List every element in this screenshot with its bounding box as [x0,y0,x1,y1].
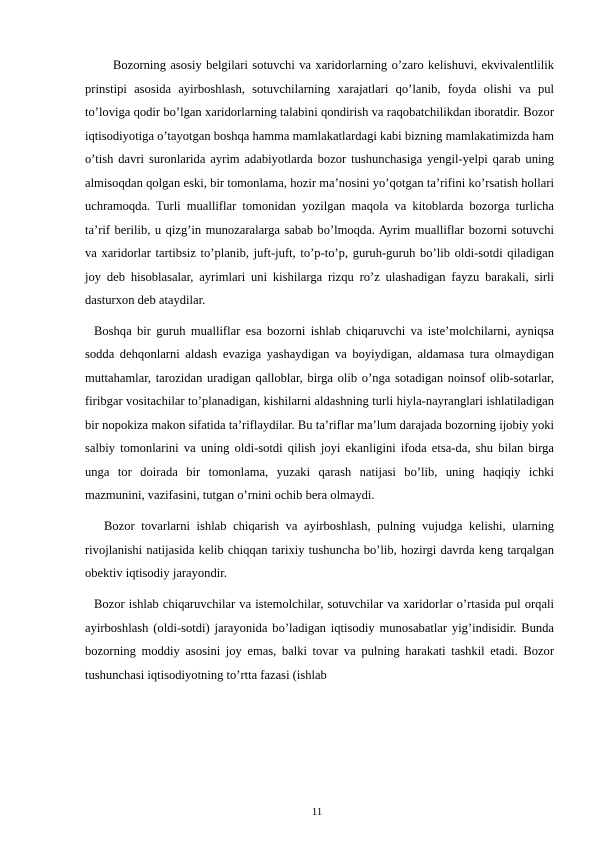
page-number: 11 [311,806,323,818]
document-page [85,54,554,687]
paragraph-market-definition: Bozor ishlab chiqaruvchilar va istemolchilar, sotuvchilar va xaridorlar o’rtasida pul orqali ayirboshlash (oldi-sotdi) jarayonida bo’ladigan iqtisodiy munosabatlar yig’indisidir. Bunda bozorning moddiy asosini joy emas, balki tovar va pulning harakati tashkil etadi. Bozor tushunchasi iqtisodiyotning to’rtta fazasi (ishlab [85,597,554,682]
paragraph-historical-concept: Bozor tovarlarni ishlab chiqarish va ayirboshlash, pulning vujudga kelishi, ularning rivojlanishi natijasida kelib chiqqan tarixiy tushuncha bo’lib, hozirgi davrda keng tarqalgan obektiv iqtisodiy jarayondir. [85,519,554,581]
paragraph-market-features: Bozorning asosiy belgilari sotuvchi va xaridorlarning o’zaro kelishuvi, ekvivalentlilik prinstipi asosida ayirboshlash, sotuvchilarning xarajatlari qo’lanib, foyda olishi va pul to’loviga qodir bo’lgan xaridorlarning talabini qondirish va raqobatchilikdan iboratdir. Bozor iqtisodiyotiga o’tayotgan boshqa hamma mamlakatlardagi kabi bizning mamlakatimizda ham o’tish davri suronlarida ayrim adabiyotlarda bozor tushunchasiga yengil-yelpi qarab uning almisoqdan qolgan eski, bir tomonlama, hozir ma’nosini yo’qotgan ta’rifini ko’rsatish hollari uchramoqda. Turli mualliflar tomonidan yozilgan maqola va kitoblarda bozorga turlicha ta’rif berilib, u qizg’in munozaralarga sabab bo’lmoqda. Ayrim mualliflar bozorni sotuvchi va xaridorlar tartibsiz to’planib, juft-juft, to’p-to’p, guruh-guruh bo’lib oldi-sotdi qiladigan joy deb hisoblasalar, ayrimlari uni kishilarga rizqu ro’z ulashadigan fayzu barakali, sirli dasturxon deb ataydilar. [85,58,554,307]
paragraph-other-authors: Boshqa bir guruh mualliflar esa bozorni ishlab chiqaruvchi va iste’molchilarni, ayniqsa sodda dehqonlarni aldash evaziga yashaydigan va boyiydigan, aldamasa tura olmaydigan muttahamlar, tarozidan uradigan qalloblar, birga olib o’nga sotadigan noinsof olib-sotarlar, firibgar vositachilar to’planadigan, kishilarni aldashning turli hiyla-nayranglari ishlatiladigan bir nopokiza makon sifatida ta’riflaydilar. Bu ta’riflar ma’lum darajada bozorning ijobiy yoki salbiy tomonlarini va uning oldi-sotdi qilish joyi ekanligini ifoda etsa-da, shu bilan birga unga tor doirada bir tomonlama, yuzaki qarash natijasi bo’lib, uning haqiqiy ichki mazmunini, vazifasini, tutgan o’rnini ochib bera olmaydi. [85,323,554,503]
